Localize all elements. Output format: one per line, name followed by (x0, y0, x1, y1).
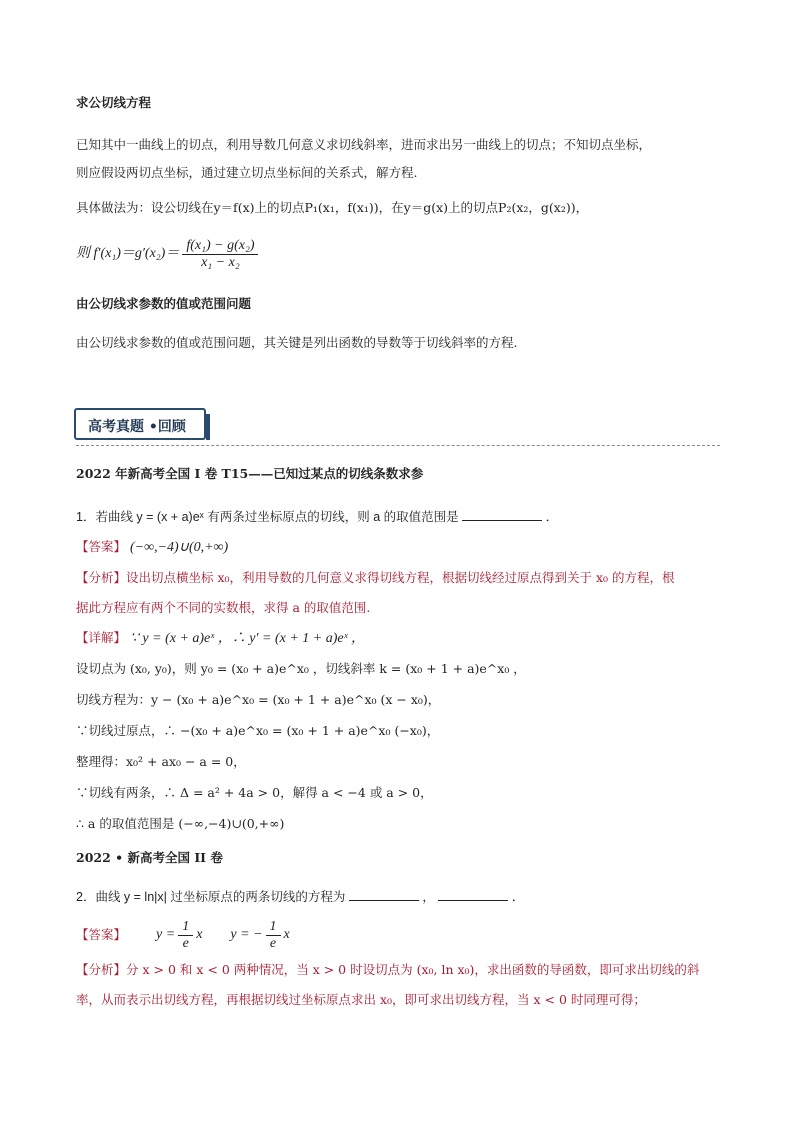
formula-numerator: f(x₁) − g(x₂) (182, 238, 258, 255)
detail-line: ∴ a 的取值范围是 (−∞,−4)∪(0,+∞) (76, 816, 285, 831)
answer-label: 【答案】 (76, 539, 127, 554)
formula-fraction (182, 238, 258, 271)
heading-common-tangent-equation: 求公切线方程 (76, 95, 152, 110)
detail-line: 切线方程为：y − (x₀ + a)e^x₀ = (x₀ + 1 + a)e^x₀ (x − x₀)， (76, 692, 441, 707)
question-sep: ， (422, 890, 435, 904)
analysis-line: 【分析】分 x > 0 和 x < 0 两种情况，当 x > 0 时设切点为 (x₀, ln x₀)，求出函数的导函数，即可求出切线的斜 (76, 962, 700, 977)
answer-1-suffix: x (196, 927, 203, 942)
answer-blank (349, 886, 419, 901)
answer-1-prefix: y = (156, 927, 176, 942)
answer-2-suffix: x (283, 927, 290, 942)
question-2 (76, 886, 726, 907)
detail-1 (76, 628, 726, 845)
heading-parameter-range: 由公切线求参数的值或范围问题 (76, 296, 252, 311)
question-1 (76, 506, 726, 527)
answer-1-fraction (178, 919, 193, 952)
paragraph-line: 则应假设两切点坐标，通过建立切点坐标间的关系式，解方程. (76, 165, 418, 180)
section-tab-label: 高考真题 •回顾 (88, 419, 186, 435)
question-end: ． (545, 510, 559, 524)
detail-label: 【详解】 (76, 630, 127, 645)
analysis-2 (76, 960, 726, 1010)
paragraph-method-2: 具体做法为：设公切线在y＝f(x)上的切点P₁(x₁，f(x₁))，在y＝g(x)上的切点P₂(x₂，g(x₂))， (76, 200, 589, 215)
exam-title-2022-2: 2022 • 新高考全国 II 卷 (76, 850, 223, 865)
detail-line: ∵切线过原点，∴ −(x₀ + a)e^x₀ = (x₀ + 1 + a)e^x₀ (−x₀)， (76, 723, 440, 738)
answer-label: 【答案】 (76, 927, 127, 942)
detail-line: ∵切线有两条，∴ Δ = a² + 4a > 0，解得 a < −4 或 a > 0， (76, 785, 433, 800)
paragraph-line: 已知其中一曲线上的切点，利用导数几何意义求切线斜率，进而求出另一曲线上的切点；不知切点坐标， (76, 137, 652, 152)
answer-blank (438, 886, 508, 901)
section-tab-review (74, 408, 206, 440)
section-divider (76, 445, 720, 446)
question-text: 1．若曲线 y = (x + a)eˣ 有两条过坐标原点的切线，则 a 的取值范围是 (76, 510, 459, 524)
answer-2-fraction (266, 919, 281, 952)
fraction-den: e (269, 935, 277, 951)
answer-1 (76, 537, 726, 558)
paragraph-parameter-range: 由公切线求参数的值或范围问题，其关键是列出函数的导数等于切线斜率的方程. (76, 335, 518, 350)
question-text: 2．曲线 y = ln|x| 过坐标原点的两条切线的方程为 (76, 890, 346, 904)
formula-common-tangent (76, 234, 726, 274)
analysis-line: 率，从而表示出切线方程，再根据切线过坐标原点求出 x₀，即可求出切线方程，当 x < 0 时同理可得； (76, 992, 646, 1007)
detail-text: ∵ y = (x + a)eˣ ，∴ y′ = (x + 1 + a)eˣ ， (130, 631, 366, 646)
fraction-num: 1 (266, 919, 281, 936)
detail-line: 设切点为 (x₀, y₀)，则 y₀ = (x₀ + a)e^x₀ ，切线斜率 k = (x₀ + 1 + a)e^x₀ ， (76, 661, 526, 676)
answer-2-prefix: y = − (230, 927, 263, 942)
detail-line (76, 628, 726, 659)
exam-title-2022-1: 2022 年新高考全国 I 卷 T15——已知过某点的切线条数求参 (76, 466, 424, 481)
analysis-1 (76, 568, 726, 618)
analysis-line: 据此方程应有两个不同的实数根，求得 a 的取值范围. (76, 600, 371, 615)
formula-left: 则 f′(x₁)＝g′(x₂)＝ (76, 246, 180, 261)
detail-line: 整理得：x₀² + ax₀ − a = 0， (76, 754, 246, 769)
answer-value: (−∞,−4)∪(0,+∞) (130, 540, 229, 555)
fraction-num: 1 (178, 919, 193, 936)
paragraph-method-1 (76, 135, 726, 183)
answer-blank (462, 506, 542, 521)
question-end: ． (511, 890, 525, 904)
fraction-den: e (182, 935, 189, 951)
analysis-line: 【分析】设出切点横坐标 x₀，利用导数的几何意义求得切线方程，根据切线经过原点得到关于 x₀ 的方程，根 (76, 570, 675, 585)
formula-denominator: x₁ − x₂ (201, 254, 240, 270)
answer-2 (76, 915, 726, 955)
